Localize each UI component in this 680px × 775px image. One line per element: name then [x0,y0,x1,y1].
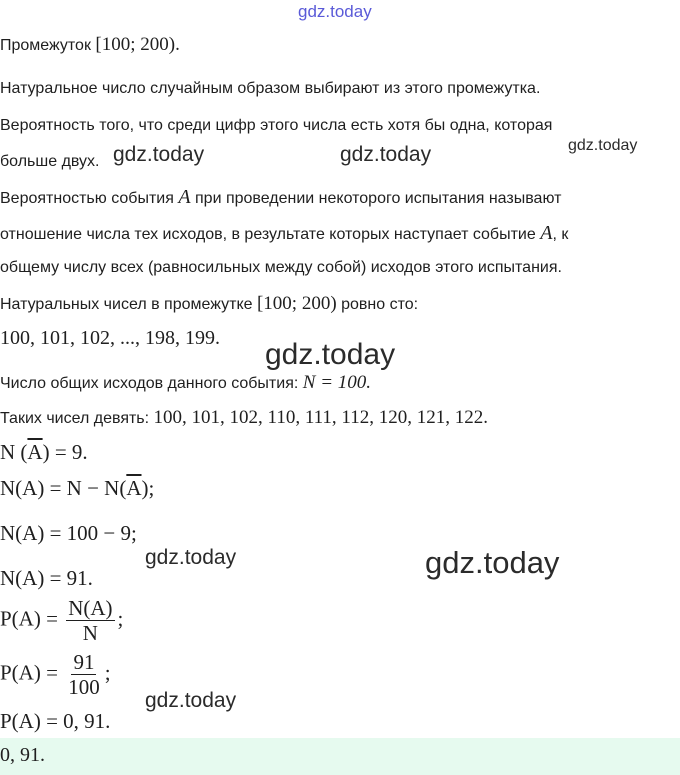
watermark: gdz.today [113,143,205,166]
interval-label: Промежуток [0,37,91,54]
fraction [66,596,114,645]
fraction [66,650,102,699]
definition-line-2 [0,222,568,245]
definition-line-1 [0,186,561,209]
count-text: Натуральных чисел в промежутке [0,296,253,313]
equation-2 [0,476,154,501]
watermark: gdz.today [145,689,237,712]
equation-end: ; [117,606,124,631]
watermark: gdz.today [340,143,432,166]
equation-3: N(A) = 100 − 9; [0,521,137,545]
fraction-numerator: N(A) [68,596,113,620]
equation-part: ) = 9. [42,440,88,464]
equation-1 [0,440,88,465]
watermark: gdz.today [145,546,237,569]
equation-4: N(A) = 91. [0,566,93,590]
answer-box [0,738,680,775]
equation-part: N ( [0,440,28,464]
nine-numbers-math: 100, 101, 102, 110, 111, 112, 120, 121, 122. [153,407,488,428]
total-outcomes-math: N = 100. [302,372,372,393]
definition-line-3: общему числу всех (равносильных между собой) исходов этого испытания. [0,259,562,276]
problem-question-end: больше двух. [0,153,100,170]
equation-part: ); [141,476,155,500]
fraction-denominator: N [82,621,98,646]
equation-part: N(A) = N − N( [0,476,127,500]
problem-statement: Натуральное число случайным образом выбирают из этого промежутка. [0,80,541,97]
problem-question: Вероятность того, что среди цифр этого числа есть хотя бы одна, которая [0,117,553,134]
complement-event: $\overline{A}$ [27,440,43,464]
definition-text: отношение числа тех исходов, в результате которых наступает событие [0,226,536,243]
definition-text: , к [552,226,569,243]
complement-event: $\overline{A}$ [126,476,142,500]
total-outcomes-text: Число общих исходов данного события: [0,375,299,392]
answer-value: 0, 91. [0,744,45,766]
count-line [0,293,418,315]
equation-7: P(A) = 0, 91. [0,709,111,733]
equation-6 [0,650,111,699]
equation-lhs: P(A) = [0,660,58,685]
event-variable: A [178,186,191,208]
fraction-numerator: 91 [73,650,95,674]
watermark: gdz.today [265,338,396,371]
nine-numbers-line [0,407,488,429]
equation-lhs: P(A) = [0,606,58,631]
fraction-denominator: 100 [68,675,100,700]
equation-end: ; [104,660,111,685]
definition-text: при проведении некоторого испытания называют [195,190,562,207]
equation-5 [0,596,123,645]
total-outcomes-line [0,372,371,394]
event-variable: A [540,222,553,244]
definition-text: Вероятностью события [0,190,174,207]
interval-math: [100; 200). [95,34,180,55]
interval-line [0,34,180,56]
watermark: gdz.today [298,2,372,21]
watermark: gdz.today [425,545,560,580]
interval-math: [100; 200) [256,293,337,314]
watermark: gdz.today [568,137,638,154]
nine-numbers-text: Таких чисел девять: [0,410,150,427]
count-text: ровно сто: [341,296,419,313]
numbers-list: 100, 101, 102, ..., 198, 199. [0,327,220,349]
